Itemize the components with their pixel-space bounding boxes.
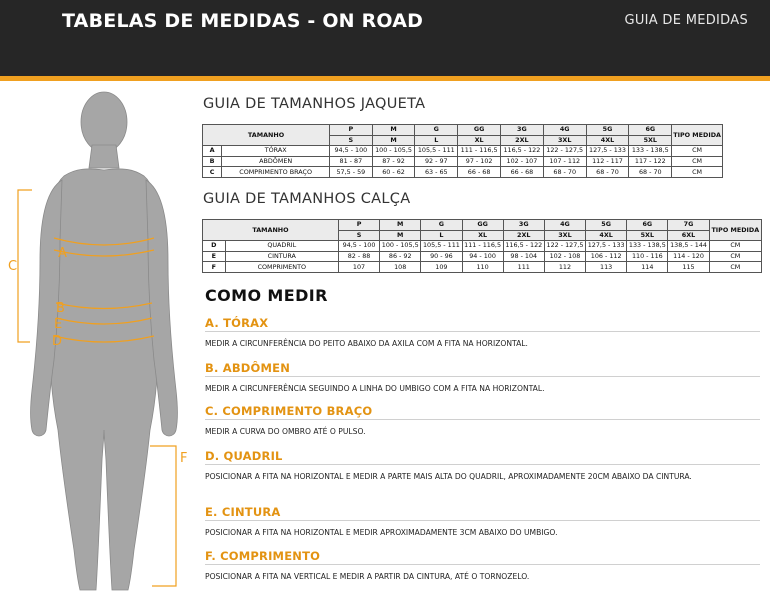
label-d: D bbox=[52, 334, 63, 349]
row-value: 111 bbox=[503, 262, 544, 273]
row-value: 90 - 96 bbox=[421, 251, 462, 262]
row-value: 111 - 116,5 bbox=[458, 146, 501, 157]
header-size-intl: S bbox=[330, 135, 373, 146]
measure-description: POSICIONAR A FITA NA HORIZONTAL E MEDIR A PARTE MAIS ALTA DO QUADRIL, APROXIMADAMENTE 20CM ABAIXO DA CINTURA. bbox=[205, 472, 692, 481]
row-value: 105,5 - 111 bbox=[421, 241, 462, 252]
measure-title: D. QUADRIL bbox=[205, 449, 283, 463]
row-value: 100 - 105,5 bbox=[372, 146, 415, 157]
header-size-br: GG bbox=[458, 125, 501, 136]
page-subtitle: GUIA DE MEDIDAS bbox=[624, 13, 748, 28]
header-size-br: P bbox=[330, 125, 373, 136]
row-unit: CM bbox=[672, 156, 723, 167]
header-type-label: TIPO MEDIDA bbox=[672, 125, 723, 146]
row-value: 66 - 68 bbox=[501, 167, 544, 178]
pants-size-table bbox=[202, 219, 762, 273]
measure-divider bbox=[205, 564, 760, 565]
row-value: 116,5 - 122 bbox=[501, 146, 544, 157]
header-size-label: TAMANHO bbox=[203, 125, 330, 146]
row-value: 127,5 - 133 bbox=[586, 241, 627, 252]
header-size-intl: XL bbox=[458, 135, 501, 146]
header-size-br: G bbox=[415, 125, 458, 136]
row-value: 113 bbox=[586, 262, 627, 273]
table-row bbox=[203, 241, 762, 252]
row-value: 63 - 65 bbox=[415, 167, 458, 178]
header-size-intl: 5XL bbox=[627, 230, 668, 241]
label-c: C bbox=[8, 259, 18, 274]
row-unit: CM bbox=[672, 146, 723, 157]
header-size-br: 5G bbox=[586, 125, 629, 136]
header-size-br: P bbox=[338, 220, 379, 231]
page-title: TABELAS DE MEDIDAS - ON ROAD bbox=[62, 10, 424, 32]
row-name: CINTURA bbox=[225, 251, 338, 262]
header-size-br: 5G bbox=[586, 220, 627, 231]
header-size-br: G bbox=[421, 220, 462, 231]
row-value: 68 - 70 bbox=[586, 167, 629, 178]
row-value: 116,5 - 122 bbox=[503, 241, 544, 252]
row-code: A bbox=[203, 146, 222, 157]
measure-divider bbox=[205, 331, 760, 332]
header-size-intl: 5XL bbox=[629, 135, 672, 146]
measure-divider bbox=[205, 520, 760, 521]
row-value: 122 - 127,5 bbox=[544, 241, 585, 252]
header-size-br: M bbox=[380, 220, 421, 231]
row-value: 92 - 97 bbox=[415, 156, 458, 167]
label-a: A bbox=[58, 246, 67, 261]
header-size-intl: L bbox=[415, 135, 458, 146]
row-code: C bbox=[203, 167, 222, 178]
body-figure bbox=[0, 90, 200, 600]
table-row bbox=[203, 156, 723, 167]
row-value: 68 - 70 bbox=[629, 167, 672, 178]
label-e: E bbox=[54, 317, 63, 332]
row-value: 81 - 87 bbox=[330, 156, 373, 167]
row-value: 110 bbox=[462, 262, 503, 273]
row-value: 111 - 116,5 bbox=[462, 241, 503, 252]
measure-title: C. COMPRIMENTO BRAÇO bbox=[205, 404, 373, 418]
header-size-intl: 4XL bbox=[586, 230, 627, 241]
row-value: 102 - 107 bbox=[501, 156, 544, 167]
label-b: B bbox=[56, 301, 65, 316]
row-value: 114 - 120 bbox=[668, 251, 709, 262]
measure-title: A. TÓRAX bbox=[205, 316, 269, 330]
measure-divider bbox=[205, 419, 760, 420]
row-value: 110 - 116 bbox=[627, 251, 668, 262]
header-size-br: 3G bbox=[501, 125, 544, 136]
row-unit: CM bbox=[709, 241, 761, 252]
row-value: 100 - 105,5 bbox=[380, 241, 421, 252]
pants-title: GUIA DE TAMANHOS CALÇA bbox=[203, 191, 411, 207]
table-row bbox=[203, 262, 762, 273]
table-header-row bbox=[203, 220, 762, 231]
row-value: 112 - 117 bbox=[586, 156, 629, 167]
measure-description: MEDIR A CURVA DO OMBRO ATÉ O PULSO. bbox=[205, 427, 366, 436]
header-size-br: 6G bbox=[627, 220, 668, 231]
measure-title: E. CINTURA bbox=[205, 505, 281, 519]
row-value: 86 - 92 bbox=[380, 251, 421, 262]
header-size-intl: 6XL bbox=[668, 230, 709, 241]
table-row bbox=[203, 146, 723, 157]
row-code: D bbox=[203, 241, 226, 252]
header-size-intl: 4XL bbox=[586, 135, 629, 146]
measure-title: B. ABDÔMEN bbox=[205, 361, 291, 375]
row-value: 108 bbox=[380, 262, 421, 273]
header-size-label: TAMANHO bbox=[203, 220, 339, 241]
row-code: B bbox=[203, 156, 222, 167]
label-f: F bbox=[180, 451, 188, 466]
header-size-br: M bbox=[372, 125, 415, 136]
header-size-intl: 2XL bbox=[503, 230, 544, 241]
row-value: 94,5 - 100 bbox=[338, 241, 379, 252]
measure-title: F. COMPRIMENTO bbox=[205, 549, 321, 563]
header-size-intl: 3XL bbox=[544, 230, 585, 241]
row-value: 133 - 138,5 bbox=[627, 241, 668, 252]
row-value: 82 - 88 bbox=[338, 251, 379, 262]
header-size-br: 6G bbox=[629, 125, 672, 136]
row-code: F bbox=[203, 262, 226, 273]
row-value: 94,5 - 100 bbox=[330, 146, 373, 157]
row-unit: CM bbox=[709, 262, 761, 273]
row-value: 112 bbox=[544, 262, 585, 273]
page-header bbox=[0, 0, 770, 76]
header-size-br: 4G bbox=[543, 125, 586, 136]
header-accent-bar bbox=[0, 76, 770, 81]
measure-divider bbox=[205, 464, 760, 465]
how-to-title: COMO MEDIR bbox=[205, 286, 328, 305]
header-size-br: 3G bbox=[503, 220, 544, 231]
jacket-title: GUIA DE TAMANHOS JAQUETA bbox=[203, 96, 426, 112]
row-value: 97 - 102 bbox=[458, 156, 501, 167]
row-value: 138,5 - 144 bbox=[668, 241, 709, 252]
row-value: 102 - 108 bbox=[544, 251, 585, 262]
header-size-br: GG bbox=[462, 220, 503, 231]
measure-description: MEDIR A CIRCUNFERÊNCIA SEGUINDO A LINHA DO UMBIGO COM A FITA NA HORIZONTAL. bbox=[205, 384, 545, 393]
table-header-row bbox=[203, 125, 723, 136]
header-size-intl: XL bbox=[462, 230, 503, 241]
row-value: 98 - 104 bbox=[503, 251, 544, 262]
row-value: 106 - 112 bbox=[586, 251, 627, 262]
row-name: TÓRAX bbox=[222, 146, 330, 157]
row-value: 68 - 70 bbox=[543, 167, 586, 178]
header-size-br: 7G bbox=[668, 220, 709, 231]
row-value: 117 - 122 bbox=[629, 156, 672, 167]
row-value: 122 - 127,5 bbox=[543, 146, 586, 157]
row-code: E bbox=[203, 251, 226, 262]
row-value: 107 - 112 bbox=[543, 156, 586, 167]
row-value: 115 bbox=[668, 262, 709, 273]
row-name: COMPRIMENTO BRAÇO bbox=[222, 167, 330, 178]
row-value: 133 - 138,5 bbox=[629, 146, 672, 157]
row-value: 127,5 - 133 bbox=[586, 146, 629, 157]
header-size-intl: S bbox=[338, 230, 379, 241]
header-size-intl: M bbox=[372, 135, 415, 146]
row-name: COMPRIMENTO bbox=[225, 262, 338, 273]
row-value: 66 - 68 bbox=[458, 167, 501, 178]
header-size-intl: 3XL bbox=[543, 135, 586, 146]
row-value: 109 bbox=[421, 262, 462, 273]
row-value: 107 bbox=[338, 262, 379, 273]
measure-description: MEDIR A CIRCUNFERÊNCIA DO PEITO ABAIXO DA AXILA COM A FITA NA HORIZONTAL. bbox=[205, 339, 528, 348]
header-size-intl: M bbox=[380, 230, 421, 241]
header-type-label: TIPO MEDIDA bbox=[709, 220, 761, 241]
header-size-intl: L bbox=[421, 230, 462, 241]
measure-description: POSICIONAR A FITA NA HORIZONTAL E MEDIR APROXIMADAMENTE 3CM ABAIXO DO UMBIGO. bbox=[205, 528, 558, 537]
row-value: 57,5 - 59 bbox=[330, 167, 373, 178]
measure-divider bbox=[205, 376, 760, 377]
row-value: 105,5 - 111 bbox=[415, 146, 458, 157]
jacket-size-table bbox=[202, 124, 723, 178]
header-size-br: 4G bbox=[544, 220, 585, 231]
header-size-intl: 2XL bbox=[501, 135, 544, 146]
row-name: QUADRIL bbox=[225, 241, 338, 252]
table-row bbox=[203, 251, 762, 262]
table-row bbox=[203, 167, 723, 178]
body-silhouette-icon bbox=[0, 90, 200, 600]
row-name: ABDÔMEN bbox=[222, 156, 330, 167]
row-value: 60 - 62 bbox=[372, 167, 415, 178]
row-value: 87 - 92 bbox=[372, 156, 415, 167]
row-unit: CM bbox=[709, 251, 761, 262]
row-unit: CM bbox=[672, 167, 723, 178]
measure-description: POSICIONAR A FITA NA VERTICAL E MEDIR A PARTIR DA CINTURA, ATÉ O TORNOZELO. bbox=[205, 572, 530, 581]
row-value: 94 - 100 bbox=[462, 251, 503, 262]
row-value: 114 bbox=[627, 262, 668, 273]
